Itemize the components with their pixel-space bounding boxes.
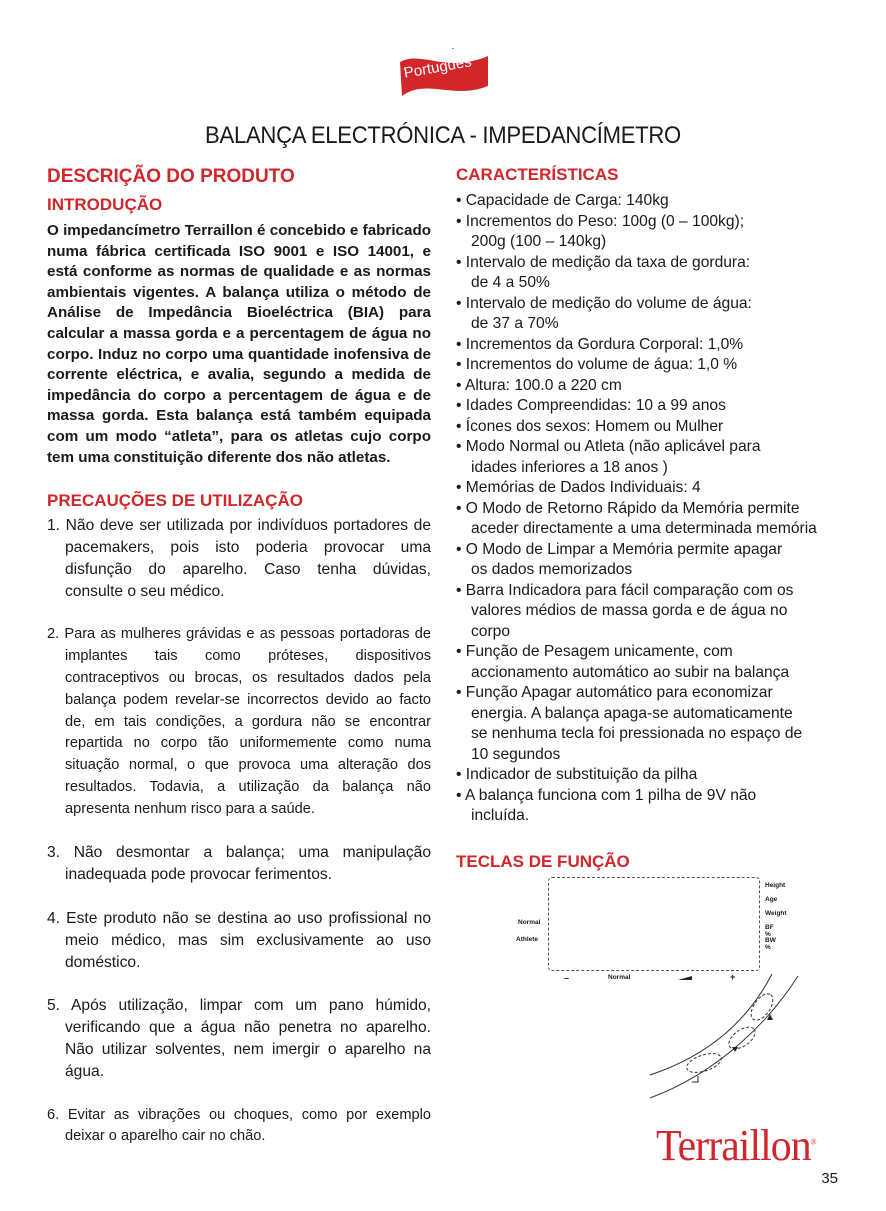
feature-item: • A balança funciona com 1 pilha de 9V não incluída. xyxy=(456,786,848,827)
precautions-heading: PRECAUÇÕES DE UTILIZAÇÃO xyxy=(47,491,303,511)
precaution-item: 6. Evitar as vibrações ou choques, como por exemplo deixar o aparelho cair no chão. xyxy=(47,1106,431,1145)
language-flag-label: Portugues xyxy=(402,53,473,82)
up-key-button[interactable] xyxy=(747,990,777,1024)
feature-item: • Função Apagar automático para economizar energia. A balança apaga-se automaticamente se nenhuma tecla foi pressionada no espaço de 10 segundos xyxy=(456,683,848,765)
feature-text-continued: corpo xyxy=(471,622,511,640)
feature-item: • Altura: 100.0 a 220 cm xyxy=(456,376,622,394)
feature-item: • Incrementos do Peso: 100g (0 – 100kg); 200g (100 – 140kg) xyxy=(456,212,848,253)
display-label-weight: Weight xyxy=(765,910,787,917)
feature-text: Função de Pesagem unicamente, com xyxy=(465,643,733,660)
display-label-bf: BF % xyxy=(765,924,774,938)
feature-text-continued: aceder directamente a uma determinada memória xyxy=(471,520,817,537)
features-list xyxy=(456,191,848,827)
display-label-bw: BW % xyxy=(765,937,776,951)
feature-text-continued: idades inferiores a 18 anos ) xyxy=(471,458,668,476)
feature-item: • Indicador de substituição da pilha xyxy=(456,766,698,783)
feature-text-continued: 10 segundos xyxy=(471,745,561,763)
brand-mark: ® xyxy=(810,1137,817,1147)
scale-display xyxy=(548,877,787,971)
display-label-normal: Normal xyxy=(518,919,541,926)
feature-text: Idades Compreendidas: 10 a 99 anos xyxy=(465,397,726,414)
feature-text: Capacidade de Carga: 140kg xyxy=(465,192,669,209)
feature-text-continued: valores médios de massa gorda e de água no xyxy=(471,602,788,619)
feature-text-continued: incluída. xyxy=(471,807,530,824)
feature-text: A balança funciona com 1 pilha de 9V não xyxy=(464,786,757,804)
precautions-list xyxy=(47,515,431,1148)
feature-item: • Ícones dos sexos: Homem ou Mulher xyxy=(456,417,724,435)
feature-item: • Capacidade de Carga: 140kg xyxy=(456,192,669,209)
function-keys-heading: TECLAS DE FUNÇÃO xyxy=(456,851,630,871)
page-number: 35 xyxy=(821,1170,838,1187)
precaution-item: 5. Após utilização, limpar com um pano húmido, verificando que a água não penetra no aparelho. Não utilizar solventes, nem imergir o aparelho na água. xyxy=(47,997,431,1080)
feature-item: • Incrementos da Gordura Corporal: 1,0% xyxy=(456,335,744,353)
feature-text-continued: de 4 a 50% xyxy=(471,274,550,291)
feature-text-continued: energia. A balança apaga-se automaticamente xyxy=(471,704,793,722)
feature-item: • Memórias de Dados Individuais: 4 xyxy=(456,479,701,496)
feature-item: • O Modo de Retorno Rápido da Memória permite aceder directamente a uma determinada memória xyxy=(456,499,848,540)
feature-text-continued: os dados memorizados xyxy=(471,561,633,578)
precaution-item: 1. Não deve ser utilizada por indivíduos portadores de pacemakers, pois isto poderia provocar uma disfunção do aparelho. Caso tenha dúvidas, consulte o seu médico. xyxy=(47,517,431,600)
feature-text: Incrementos do volume de água: 1,0 % xyxy=(465,356,738,373)
feature-item: • Modo Normal ou Atleta (não aplicável para idades inferiores a 18 anos ) xyxy=(456,437,848,478)
set-key-button[interactable] xyxy=(684,1050,723,1076)
intro-heading: INTRODUÇÃO xyxy=(47,195,163,214)
feature-text-continued: se nenhuma tecla foi pressionada no espaço de xyxy=(471,725,803,742)
feature-text: Modo Normal ou Atleta (não aplicável para xyxy=(465,438,761,455)
feature-text: Altura: 100.0 a 220 cm xyxy=(464,376,622,394)
feature-text: Incrementos do Peso: 100g (0 – 100kg); xyxy=(465,212,745,230)
scale-edge-outer xyxy=(650,976,798,1098)
feature-text: Memórias de Dados Individuais: 4 xyxy=(465,479,701,496)
feature-item: • Barra Indicadora para fácil comparação com os valores médios de massa gorda e de água no corpo xyxy=(456,581,848,643)
up-arrow-icon xyxy=(767,1014,773,1020)
bar-label: Normal xyxy=(608,974,631,981)
precaution-item: 3. Não desmontar a balança; uma manipulação inadequada pode provocar ferimentos. xyxy=(47,844,431,884)
feature-text-continued: accionamento automático ao subir na balança xyxy=(471,663,790,681)
feature-item: • Função de Pesagem unicamente, com accionamento automático ao subir na balança xyxy=(456,642,848,683)
feature-text: Indicador de substituição da pilha xyxy=(465,766,698,783)
feature-item: • Incrementos do volume de água: 1,0 % xyxy=(456,356,738,373)
left-column xyxy=(47,164,431,1148)
feature-item: • O Modo de Limpar a Memória permite apagar os dados memorizados xyxy=(456,540,848,581)
display-label-athlete: Athlete xyxy=(516,936,539,943)
feature-text: O Modo de Limpar a Memória permite apagar xyxy=(465,540,783,558)
feature-text: O Modo de Retorno Rápido da Memória permite xyxy=(465,499,800,517)
brand-name: Terraillon xyxy=(656,1121,811,1170)
scale-edge-inner xyxy=(650,974,772,1075)
feature-text: Intervalo de medição da taxa de gordura: xyxy=(465,253,751,271)
feature-text-continued: de 37 a 70% xyxy=(471,315,559,332)
brand-logo xyxy=(656,1120,816,1171)
feature-item: • Idades Compreendidas: 10 a 99 anos xyxy=(456,397,726,414)
display-label-age: Age xyxy=(765,896,778,903)
feature-item: • Intervalo de medição da taxa de gordura: de 4 a 50% xyxy=(456,253,848,294)
intro-text: O impedancímetro Terraillon é concebido e fabricado numa fábrica certificada ISO 9001 e ISO 14001, e está conforme as normas de qualidade e as normas ambientais vigentes. A balança utiliza o método de Análise de Impedância Bioeléctrica (BIA) para calcular a massa gorda e a percentagem de água no corpo. Induz no corpo uma quantidade inofensiva de corrente eléctrica, e avalia, segundo a medida de impedância do corpo a percentagem de água e de massa gorda. Esta balança está também equipada com um modo “atleta”, para os atletas cujo corpo tem uma constituição diferente dos não atletas. xyxy=(47,222,431,466)
product-description-heading: DESCRIÇÃO DO PRODUTO xyxy=(47,166,295,187)
scale-keys-diagram xyxy=(640,960,820,1100)
feature-text: Função Apagar automático para economizar xyxy=(465,684,773,701)
feature-text: Ícones dos sexos: Homem ou Mulher xyxy=(465,417,724,435)
down-key-button[interactable] xyxy=(725,1023,759,1053)
feature-text: Incrementos da Gordura Corporal: 1,0% xyxy=(465,335,744,353)
bar-wedge-icon xyxy=(678,976,692,980)
feature-text: Intervalo de medição do volume de água: xyxy=(465,294,752,312)
language-flag xyxy=(394,48,494,108)
feature-text-continued: 200g (100 – 140kg) xyxy=(471,233,607,250)
page-title: BALANÇA ELECTRÓNICA - IMPEDANCÍMETRO xyxy=(205,122,681,149)
right-column xyxy=(456,163,848,874)
precaution-item: 2. Para as mulheres grávidas e as pessoas portadoras de implantes tais como próteses, dispositivos contraceptivos ou brocas, os resultados dados pela balança podem revelar-se incorrectos devido ao facto de, em tais condições, a gordura não se encontrar repartida no corpo tão uniformemente como numa situação normal, o que provoca uma alteração dos resultados. Todavia, a utilização da balança não apresenta nenhum risco para a saúde. xyxy=(47,626,431,817)
feature-item: • Intervalo de medição do volume de água: de 37 a 70% xyxy=(456,294,848,335)
precaution-item: 4. Este produto não se destina ao uso profissional no meio médico, mas sim exclusivamente ao uso doméstico. xyxy=(47,910,431,971)
bar-plus: + xyxy=(730,972,736,982)
bar-minus: – xyxy=(564,973,570,983)
features-heading: CARACTERÍSTICAS xyxy=(456,165,619,184)
feature-text: Barra Indicadora para fácil comparação com os xyxy=(465,581,794,599)
display-label-height: Height xyxy=(765,882,786,889)
